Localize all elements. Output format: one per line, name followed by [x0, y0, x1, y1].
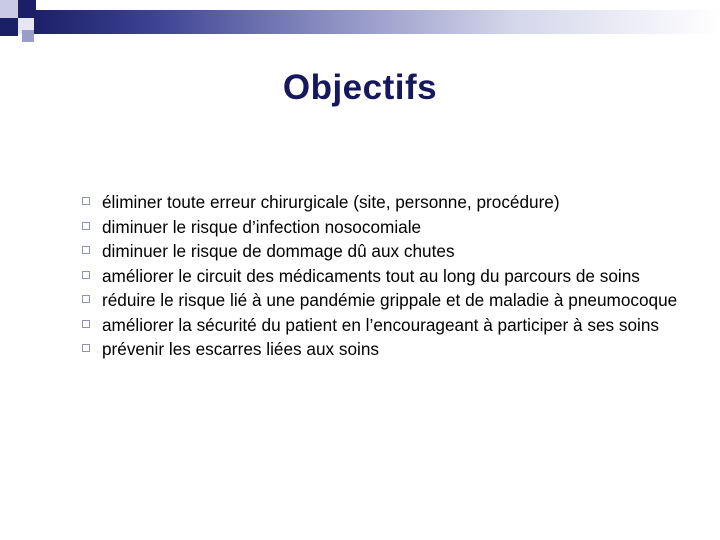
bullet-list: [82, 190, 692, 362]
header-decoration-square: [0, 18, 18, 36]
bullet-text: diminuer le risque de dommage dû aux chutes: [102, 241, 455, 261]
square-bullet-icon: [82, 246, 90, 254]
header-decoration-square: [22, 30, 34, 42]
bullet-item: [82, 215, 692, 240]
square-bullet-icon: [82, 344, 90, 352]
header-decoration-band: [30, 10, 720, 34]
square-bullet-icon: [82, 271, 90, 279]
bullet-item: [82, 337, 692, 362]
square-bullet-icon: [82, 222, 90, 230]
bullet-text: réduire le risque lié à une pandémie grippale et de maladie à pneumocoque: [102, 290, 678, 310]
bullet-text: améliorer la sécurité du patient en l’encourageant à participer à ses soins: [102, 314, 659, 335]
bullet-item: [82, 264, 692, 289]
bullet-text: améliorer le circuit des médicaments tout au long du parcours de soins: [102, 265, 640, 286]
bullet-item: [82, 239, 692, 264]
header-decoration-square: [0, 0, 18, 18]
bullet-text: prévenir les escarres liées aux soins: [102, 339, 380, 359]
square-bullet-icon: [82, 197, 90, 205]
bullet-text: diminuer le risque d’infection nosocomiale: [102, 216, 422, 237]
slide-title: Objectifs: [282, 68, 438, 107]
square-bullet-icon: [82, 320, 90, 328]
bullet-item: [82, 190, 692, 215]
bullet-item: [82, 288, 692, 313]
square-bullet-icon: [82, 295, 90, 303]
header-decoration-square: [18, 0, 36, 18]
bullet-item: [82, 313, 692, 338]
bullet-text: éliminer toute erreur chirurgicale (site, personne, procédure): [102, 192, 560, 212]
